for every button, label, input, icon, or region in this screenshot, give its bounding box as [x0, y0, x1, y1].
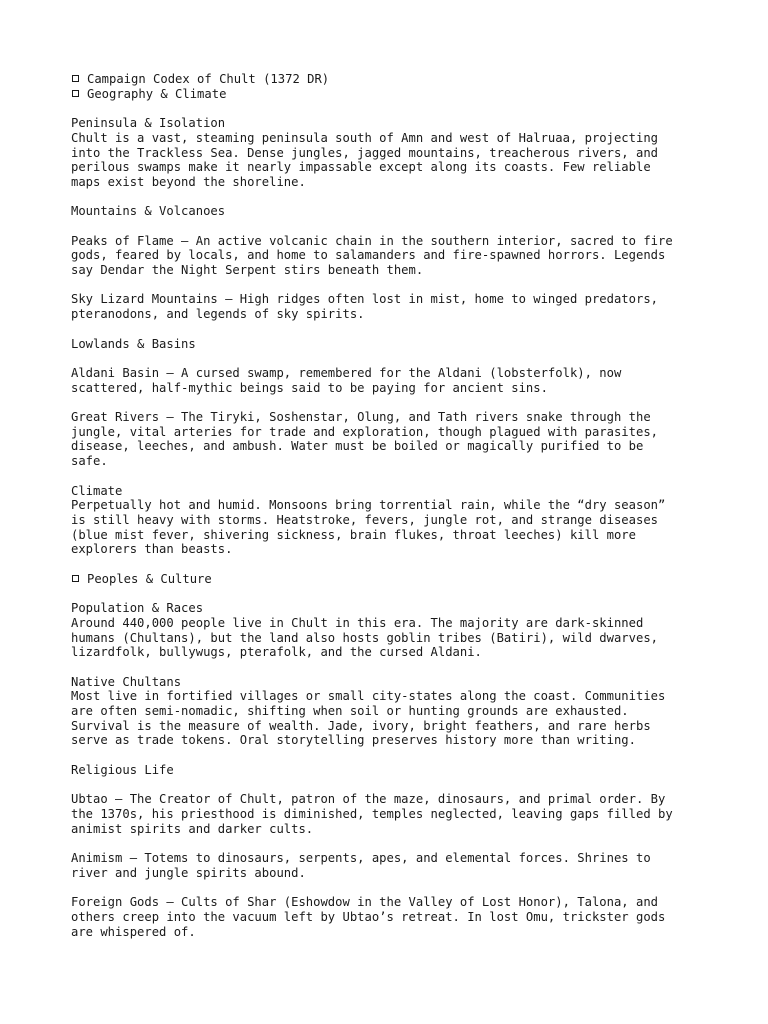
aldani-paragraph: Aldani Basin — A cursed swamp, remembered for the Aldani (lobsterfolk), now scattered, half-mythic beings said to be paying for ancient sins. [71, 365, 622, 395]
section-peoples-title: Peoples & Culture [87, 571, 212, 586]
ubtao-paragraph: Ubtao — The Creator of Chult, patron of the maze, dinosaurs, and primal order. By the 1370s, his priesthood is diminished, temples neglected, leaving gaps filled by animist spirits and darker cults. [71, 792, 673, 836]
sky-lizard-paragraph: Sky Lizard Mountains — High ridges often lost in mist, home to winged predators, pteranodons, and legends of sky spirits. [71, 292, 658, 322]
lowlands-heading: Lowlands & Basins [71, 336, 196, 351]
square-bullet-icon [72, 575, 79, 582]
square-bullet-icon [72, 75, 79, 82]
section-geography-title: Geography & Climate [87, 86, 227, 101]
peninsula-heading: Peninsula & Isolation [71, 116, 226, 131]
document-page [71, 72, 721, 939]
section-geography-line [71, 87, 721, 102]
document-title: Campaign Codex of Chult (1372 DR) [87, 72, 330, 86]
square-bullet-icon [72, 90, 79, 97]
native-heading: Native Chultans [71, 674, 182, 689]
animism-paragraph: Animism — Totems to dinosaurs, serpents, apes, and elemental forces. Shrines to river and jungle spirits abound. [71, 851, 651, 880]
climate-paragraph: Perpetually hot and humid. Monsoons bring torrential rain, while the “dry season” is still heavy with storms. Heatstroke, fevers, jungle rot, and strange diseases (blue mist fever, shivering sickness, brain flukes, throat leeches) kill more explorers than beasts. [71, 498, 666, 557]
peaks-paragraph: Peaks of Flame — An active volcanic chain in the southern interior, sacred to fire gods, feared by locals, and home to salamanders and fire-spawned horrors. Legends say Dendar the Night Serpent stirs beneath them. [71, 233, 673, 278]
title-line [71, 72, 721, 87]
native-paragraph: Most live in fortified villages or small city-states along the coast. Communities are often semi-nomadic, shifting when soil or hunting grounds are exhausted. Survival is the measure of wealth. Jade, ivory, bright feathers, and rare herbs serve as trade tokens. Oral storytelling preserves history more than writing. [71, 689, 666, 748]
section-peoples-line [71, 572, 721, 587]
climate-heading: Climate [71, 483, 123, 498]
foreign-gods-paragraph: Foreign Gods — Cults of Shar (Eshowdow in the Valley of Lost Honor), Talona, and others creep into the vacuum left by Ubtao’s retreat. In lost Omu, trickster gods are whispered of. [71, 895, 666, 939]
rivers-paragraph: Great Rivers — The Tiryki, Soshenstar, Olung, and Tath rivers snake through the jungle, vital arteries for trade and exploration, though plagued with parasites, disease, leeches, and ambush. Water must be boiled or magically purified to be safe. [71, 410, 658, 469]
population-paragraph: Around 440,000 people live in Chult in this era. The majority are dark-skinned humans (Chultans), but the land also hosts goblin tribes (Batiri), wild dwarves, lizardfolk, bullywugs, pterafolk, and the cursed Aldani. [71, 615, 658, 660]
population-heading: Population & Races [71, 601, 204, 616]
mountains-heading: Mountains & Volcanoes [71, 204, 226, 219]
religious-heading: Religious Life [71, 762, 174, 777]
peninsula-paragraph: Chult is a vast, steaming peninsula south of Amn and west of Halruaa, projecting into the Trackless Sea. Dense jungles, jagged mountains, treacherous rivers, and perilous swamps make it nearly impassable except along its coasts. Few reliable maps exist beyond the shoreline. [71, 130, 658, 189]
